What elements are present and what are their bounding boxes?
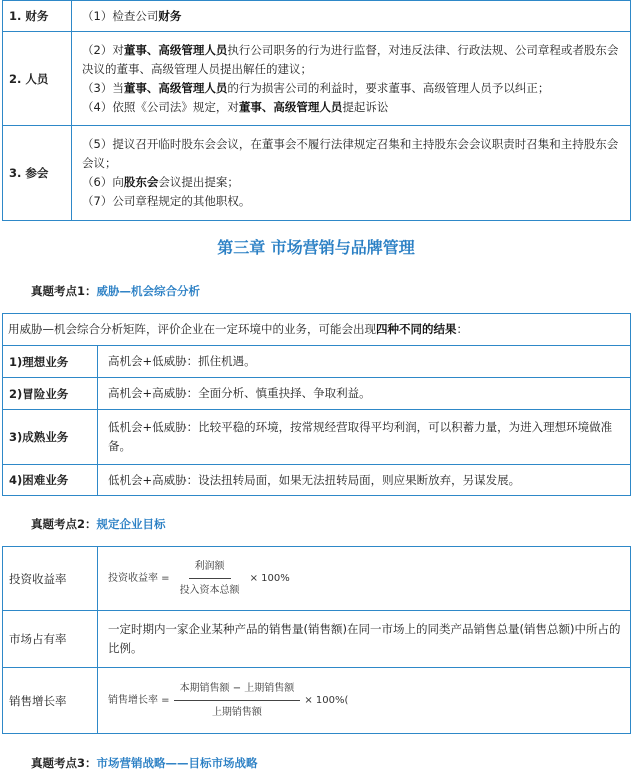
text-segment: 会议提出提案； <box>158 175 239 189</box>
row-text-meeting <box>72 126 631 221</box>
text-line <box>82 192 624 211</box>
formula-fraction <box>174 557 246 600</box>
row-text-share: 一定时期内一家企业某种产品的销售量(销售额)在同一市场上的同类产品销售总量(销售总额)中所占的比例。 <box>98 611 631 668</box>
text-line <box>82 79 624 98</box>
text-line <box>82 135 624 173</box>
row-text-mature: 低机会+低威胁：比较平稳的环境，按常规经营取得平均利润，可以积蓄力量，为进入理想环境做准备。 <box>98 410 631 465</box>
row-label-ideal: 1)理想业务 <box>3 346 98 378</box>
key-point-prefix: 真题考点3： <box>31 756 97 770</box>
row-label-roi: 投资收益率 <box>3 547 98 611</box>
key-point-3-heading <box>31 755 258 771</box>
row-label-risky: 2)冒险业务 <box>3 378 98 410</box>
bold-text: 董事、高级管理人员 <box>238 99 343 114</box>
text-line <box>82 7 624 26</box>
row-text-personnel <box>72 32 631 126</box>
formula-denominator: 投入资本总额 <box>179 585 240 596</box>
text-segment: 用威胁—机会综合分析矩阵，评价企业在一定环境中的业务，可能会出现 <box>8 322 376 336</box>
text-segment: （7）公司章程规定的其他职权。 <box>82 194 251 208</box>
text-segment: ： <box>456 322 468 336</box>
growth-formula <box>108 679 348 722</box>
text-segment: （2）对 <box>82 42 124 57</box>
formula-numerator: 本期销售额 − 上期销售额 <box>174 679 301 701</box>
row-label-growth: 销售增长率 <box>3 668 98 734</box>
enterprise-goals-table <box>2 546 631 734</box>
row-label-difficult: 4)困难业务 <box>3 465 98 496</box>
key-point-2-heading <box>31 516 166 532</box>
row-label-mature: 3)成熟业务 <box>3 410 98 465</box>
formula-numerator: 利润额 <box>189 557 231 579</box>
matrix-intro <box>3 314 631 346</box>
formula-fraction <box>174 679 301 722</box>
text-segment: 提起诉讼 <box>342 99 389 114</box>
growth-formula-cell <box>98 668 631 734</box>
text-line <box>82 98 624 117</box>
text-line <box>82 173 624 192</box>
row-text-risky: 高机会+高威胁：全面分析、慎重抉择、争取利益。 <box>98 378 631 410</box>
formula-tail: × 100%( <box>304 695 349 706</box>
bold-text: 四种不同的结果 <box>376 322 457 336</box>
formula-denominator: 上期销售额 <box>211 707 262 718</box>
roi-formula-cell <box>98 547 631 611</box>
row-label-meeting: 3. 参会 <box>3 126 72 221</box>
chapter-title: 第三章 市场营销与品牌管理 <box>217 238 415 257</box>
text-line <box>82 41 624 79</box>
text-segment: （4）依照《公司法》规定，对 <box>82 99 239 114</box>
row-text-finance <box>72 1 631 32</box>
text-segment: 执行公司职务的行为进行监督，对违反法律、行政法规、公司章程或者股东会决议的董事、高级管理人员提出解任的建议； <box>82 42 619 76</box>
formula-lhs: 销售增长率 = <box>108 695 170 706</box>
roi-formula <box>108 557 290 600</box>
text-segment: （6）向 <box>82 175 124 189</box>
row-label-personnel: 2. 人员 <box>3 32 72 126</box>
bold-text: 股东会 <box>123 175 159 189</box>
supervisor-duties-table <box>2 0 631 221</box>
key-point-title: 威胁—机会综合分析 <box>96 284 201 298</box>
row-label-finance: 1. 财务 <box>3 1 72 32</box>
key-point-title: 市场营销战略——目标市场战略 <box>96 756 258 770</box>
text-segment: 的行为损害公司的利益时，要求董事、高级管理人员予以纠正； <box>227 80 550 95</box>
key-point-prefix: 真题考点2： <box>31 517 97 531</box>
text-segment: （3）当 <box>82 80 124 95</box>
bold-text: 董事、高级管理人员 <box>123 80 228 95</box>
bold-text: 财务 <box>158 8 182 23</box>
text-segment: （5）提议召开临时股东会会议，在董事会不履行法律规定召集和主持股东会会议职责时召集和主持股东会会议； <box>82 137 619 170</box>
formula-tail: × 100% <box>249 573 290 584</box>
bold-text: 董事、高级管理人员 <box>123 42 228 57</box>
row-text-ideal: 高机会+低威胁：抓住机遇。 <box>98 346 631 378</box>
key-point-title: 规定企业目标 <box>96 517 166 531</box>
key-point-prefix: 真题考点1： <box>31 284 97 298</box>
row-text-difficult: 低机会+高威胁：设法扭转局面，如果无法扭转局面，则应果断放弃，另谋发展。 <box>98 465 631 496</box>
key-point-1-heading <box>31 283 200 299</box>
text-segment: （1）检查公司 <box>82 8 159 23</box>
threat-opportunity-table <box>2 313 631 496</box>
row-label-share: 市场占有率 <box>3 611 98 668</box>
formula-lhs: 投资收益率 = <box>108 573 170 584</box>
